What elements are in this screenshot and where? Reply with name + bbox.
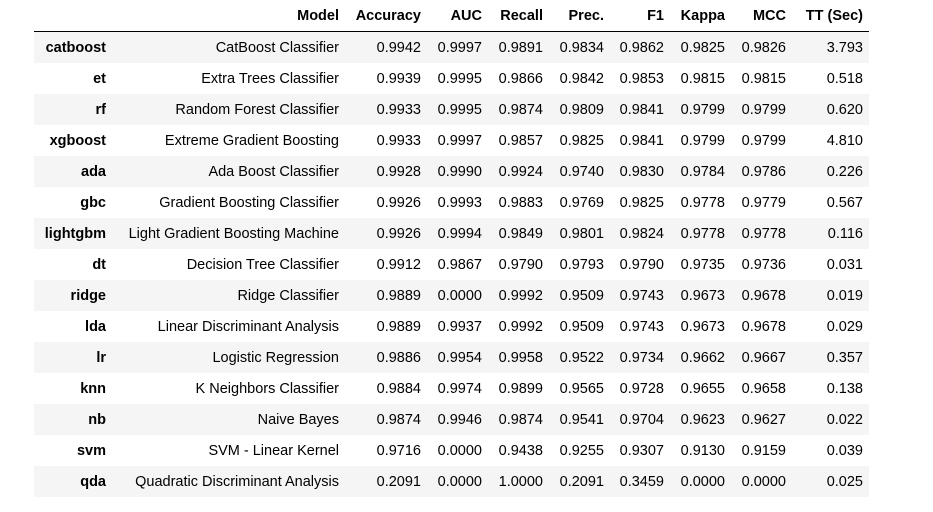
cell-mcc: 0.9667 (741, 349, 786, 366)
cell-tt-sec: 0.357 (826, 349, 863, 366)
cell-recall: 0.9849 (498, 225, 543, 242)
cell-mcc: 0.9815 (741, 70, 786, 87)
cell-auc: 0.0000 (437, 287, 482, 304)
cell-accuracy: 0.9933 (376, 101, 421, 118)
row-index-label: ridge (70, 287, 106, 304)
cell-kappa: 0.9778 (680, 194, 725, 211)
row-index-label: rf (95, 101, 106, 118)
cell-accuracy: 0.9939 (376, 70, 421, 87)
table-row (34, 187, 869, 218)
cell-f1: 0.9825 (619, 194, 664, 211)
cell-mcc: 0.9799 (741, 101, 786, 118)
row-index-label: lr (96, 349, 106, 366)
cell-recall: 0.9874 (498, 101, 543, 118)
cell-auc: 0.9997 (437, 39, 482, 56)
cell-precision: 0.9541 (559, 411, 604, 428)
cell-recall: 0.9992 (498, 318, 543, 335)
cell-accuracy: 0.9884 (376, 380, 421, 397)
cell-precision: 0.9565 (559, 380, 604, 397)
cell-tt-sec: 0.116 (827, 225, 863, 242)
cell-kappa: 0.9673 (680, 287, 725, 304)
cell-recall: 0.9958 (498, 349, 543, 366)
cell-f1: 0.9704 (619, 411, 664, 428)
cell-accuracy: 0.2091 (376, 473, 421, 490)
model-comparison-table (34, 0, 869, 497)
cell-auc: 0.9993 (437, 194, 482, 211)
row-index-label: gbc (80, 194, 106, 211)
cell-f1: 0.9307 (619, 442, 664, 459)
cell-auc: 0.9974 (437, 380, 482, 397)
table-row (34, 218, 869, 249)
cell-accuracy: 0.9912 (376, 256, 421, 273)
column-header-mcc: MCC (731, 0, 792, 32)
row-index-label: catboost (45, 39, 106, 56)
row-index-label: ada (81, 163, 106, 180)
column-header-auc: AUC (427, 0, 488, 32)
cell-precision: 0.9842 (559, 70, 604, 87)
row-index-label: et (93, 70, 106, 87)
cell-mcc: 0.9779 (741, 194, 786, 211)
cell-mcc: 0.9826 (741, 39, 786, 56)
cell-kappa: 0.9623 (680, 411, 725, 428)
cell-auc: 0.9995 (437, 70, 482, 87)
cell-kappa: 0.9655 (680, 380, 725, 397)
table-row (34, 435, 869, 466)
cell-precision: 0.9769 (559, 194, 604, 211)
cell-tt-sec: 0.518 (826, 70, 863, 87)
table-row (34, 63, 869, 94)
table-row (34, 404, 869, 435)
cell-f1: 0.3459 (619, 473, 664, 490)
cell-precision: 0.9825 (559, 132, 604, 149)
cell-tt-sec: 0.039 (826, 442, 863, 459)
cell-mcc: 0.9658 (741, 380, 786, 397)
cell-kappa: 0.9735 (680, 256, 725, 273)
cell-model: Quadratic Discriminant Analysis (135, 473, 339, 490)
cell-auc: 0.9995 (437, 101, 482, 118)
cell-precision: 0.9801 (559, 225, 604, 242)
cell-kappa: 0.9784 (680, 163, 725, 180)
cell-auc: 0.9946 (437, 411, 482, 428)
cell-f1: 0.9853 (619, 70, 664, 87)
cell-accuracy: 0.9874 (376, 411, 421, 428)
cell-model: Logistic Regression (212, 349, 339, 366)
table-row (34, 32, 869, 64)
cell-accuracy: 0.9889 (376, 287, 421, 304)
cell-kappa: 0.9815 (680, 70, 725, 87)
column-header-kappa: Kappa (670, 0, 731, 32)
cell-model: Light Gradient Boosting Machine (128, 225, 339, 242)
cell-recall: 0.9866 (498, 70, 543, 87)
cell-kappa: 0.0000 (680, 473, 725, 490)
cell-recall: 0.9899 (498, 380, 543, 397)
row-index-label: dt (92, 256, 106, 273)
cell-tt-sec: 0.138 (826, 380, 863, 397)
cell-tt-sec: 0.031 (826, 256, 863, 273)
cell-accuracy: 0.9926 (376, 225, 421, 242)
cell-model: Extreme Gradient Boosting (164, 132, 339, 149)
cell-accuracy: 0.9928 (376, 163, 421, 180)
row-index-label: lightgbm (44, 225, 106, 242)
cell-mcc: 0.9678 (741, 287, 786, 304)
model-comparison-table-container (34, 0, 869, 497)
cell-mcc: 0.9159 (741, 442, 786, 459)
column-header-model: Model (112, 0, 345, 32)
cell-recall: 1.0000 (498, 473, 543, 490)
cell-mcc: 0.9736 (741, 256, 786, 273)
table-row (34, 342, 869, 373)
table-row (34, 94, 869, 125)
cell-kappa: 0.9673 (680, 318, 725, 335)
cell-f1: 0.9824 (619, 225, 664, 242)
cell-tt-sec: 0.620 (826, 101, 863, 118)
cell-model: Ada Boost Classifier (208, 163, 339, 180)
cell-recall: 0.9891 (498, 39, 543, 56)
cell-kappa: 0.9799 (680, 101, 725, 118)
cell-recall: 0.9438 (498, 442, 543, 459)
cell-model: Decision Tree Classifier (186, 256, 339, 273)
cell-mcc: 0.9786 (741, 163, 786, 180)
cell-recall: 0.9992 (498, 287, 543, 304)
table-header (34, 0, 869, 32)
table-row (34, 249, 869, 280)
cell-auc: 0.9990 (437, 163, 482, 180)
cell-tt-sec: 0.567 (826, 194, 863, 211)
cell-kappa: 0.9130 (680, 442, 725, 459)
cell-model: Extra Trees Classifier (201, 70, 339, 87)
row-index-label: knn (80, 380, 106, 397)
cell-auc: 0.9867 (437, 256, 482, 273)
cell-model: Random Forest Classifier (175, 101, 339, 118)
row-index-label: lda (85, 318, 106, 335)
cell-precision: 0.9793 (559, 256, 604, 273)
cell-f1: 0.9790 (619, 256, 664, 273)
cell-tt-sec: 0.029 (826, 318, 863, 335)
row-index-label: nb (88, 411, 106, 428)
cell-auc: 0.9994 (437, 225, 482, 242)
cell-precision: 0.9740 (559, 163, 604, 180)
cell-accuracy: 0.9716 (376, 442, 421, 459)
cell-f1: 0.9841 (619, 101, 664, 118)
cell-tt-sec: 0.022 (826, 411, 863, 428)
cell-precision: 0.9522 (559, 349, 604, 366)
cell-f1: 0.9841 (619, 132, 664, 149)
cell-recall: 0.9874 (498, 411, 543, 428)
cell-model: Ridge Classifier (237, 287, 339, 304)
cell-auc: 0.9954 (437, 349, 482, 366)
column-header-tt-sec: TT (Sec) (792, 0, 869, 32)
cell-mcc: 0.0000 (741, 473, 786, 490)
cell-auc: 0.9937 (437, 318, 482, 335)
cell-kappa: 0.9778 (680, 225, 725, 242)
cell-recall: 0.9857 (498, 132, 543, 149)
table-row (34, 373, 869, 404)
cell-accuracy: 0.9933 (376, 132, 421, 149)
column-header-recall: Recall (488, 0, 549, 32)
cell-mcc: 0.9799 (741, 132, 786, 149)
column-header-accuracy: Accuracy (345, 0, 427, 32)
row-index-label: xgboost (49, 132, 106, 149)
header-row (34, 0, 869, 32)
cell-tt-sec: 0.226 (826, 163, 863, 180)
cell-mcc: 0.9678 (741, 318, 786, 335)
cell-model: CatBoost Classifier (215, 39, 339, 56)
table-row (34, 466, 869, 497)
cell-precision: 0.2091 (559, 473, 604, 490)
row-index-label: svm (76, 442, 106, 459)
cell-precision: 0.9509 (559, 318, 604, 335)
cell-precision: 0.9809 (559, 101, 604, 118)
cell-precision: 0.9834 (559, 39, 604, 56)
table-row (34, 125, 869, 156)
cell-f1: 0.9862 (619, 39, 664, 56)
cell-model: Gradient Boosting Classifier (159, 194, 339, 211)
cell-f1: 0.9743 (619, 287, 664, 304)
cell-recall: 0.9924 (498, 163, 543, 180)
cell-auc: 0.0000 (437, 473, 482, 490)
cell-f1: 0.9830 (619, 163, 664, 180)
cell-f1: 0.9743 (619, 318, 664, 335)
cell-mcc: 0.9778 (741, 225, 786, 242)
cell-tt-sec: 4.810 (826, 132, 863, 149)
cell-auc: 0.9997 (437, 132, 482, 149)
cell-f1: 0.9728 (619, 380, 664, 397)
column-header-index (34, 0, 112, 32)
cell-model: Linear Discriminant Analysis (157, 318, 339, 335)
table-row (34, 156, 869, 187)
cell-model: K Neighbors Classifier (195, 380, 339, 397)
cell-kappa: 0.9662 (680, 349, 725, 366)
cell-accuracy: 0.9886 (376, 349, 421, 366)
table-body (34, 32, 869, 498)
cell-auc: 0.0000 (437, 442, 482, 459)
cell-accuracy: 0.9889 (376, 318, 421, 335)
cell-mcc: 0.9627 (741, 411, 786, 428)
column-header-f1: F1 (610, 0, 670, 32)
table-row (34, 280, 869, 311)
cell-precision: 0.9255 (559, 442, 604, 459)
cell-f1: 0.9734 (619, 349, 664, 366)
cell-tt-sec: 0.019 (826, 287, 863, 304)
cell-kappa: 0.9825 (680, 39, 725, 56)
cell-kappa: 0.9799 (680, 132, 725, 149)
cell-model: SVM - Linear Kernel (208, 442, 339, 459)
cell-precision: 0.9509 (559, 287, 604, 304)
table-row (34, 311, 869, 342)
cell-recall: 0.9790 (498, 256, 543, 273)
cell-tt-sec: 3.793 (826, 39, 863, 56)
cell-accuracy: 0.9942 (376, 39, 421, 56)
column-header-precision: Prec. (549, 0, 610, 32)
cell-tt-sec: 0.025 (826, 473, 863, 490)
cell-accuracy: 0.9926 (376, 194, 421, 211)
row-index-label: qda (80, 473, 106, 490)
cell-model: Naive Bayes (257, 411, 339, 428)
cell-recall: 0.9883 (498, 194, 543, 211)
